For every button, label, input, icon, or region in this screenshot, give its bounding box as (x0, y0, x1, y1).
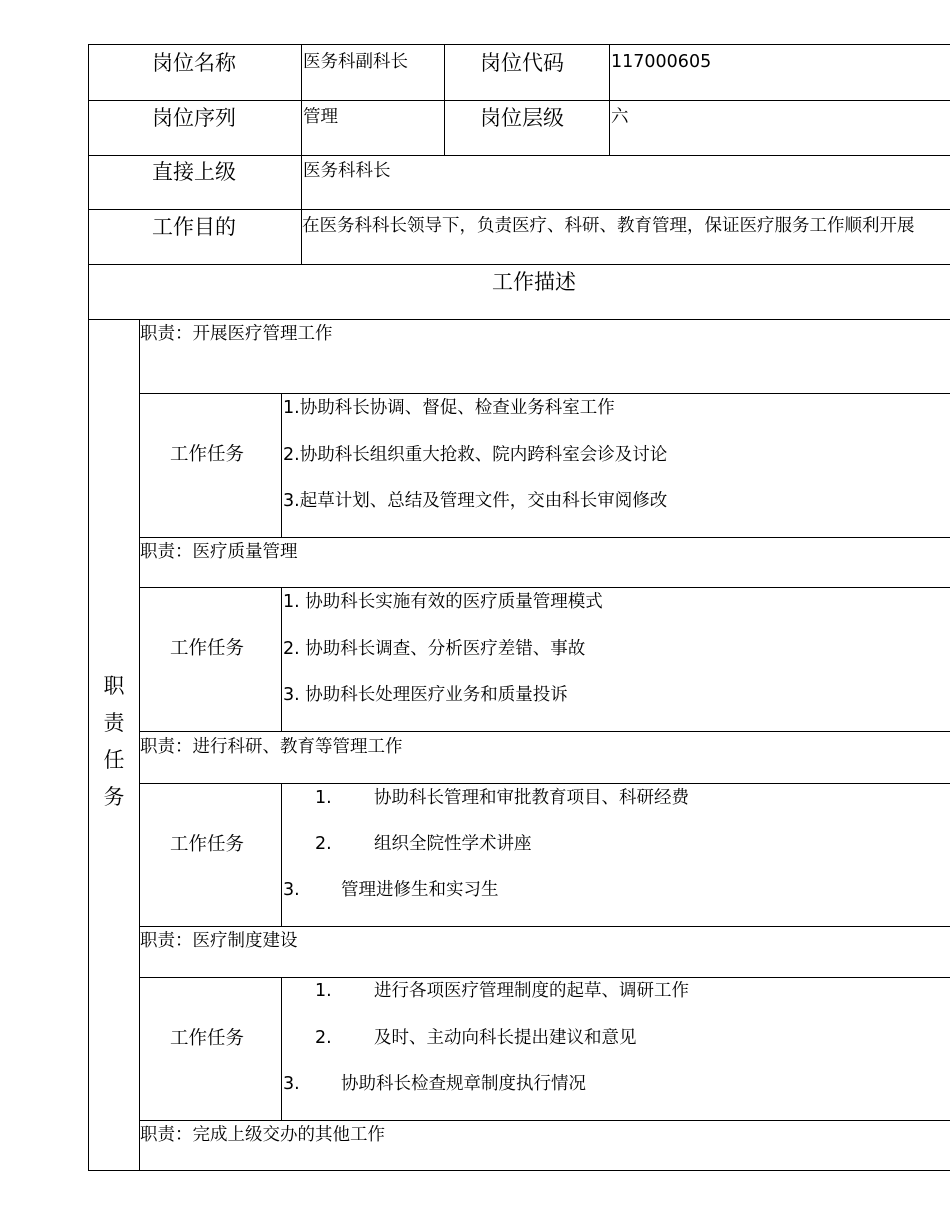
task-item: 及时、主动向科长提出建议和意见 (374, 1028, 637, 1048)
table-rule (139, 537, 950, 538)
position-level-value: 六 (611, 107, 629, 127)
supervisor-label: 直接上级 (152, 160, 236, 184)
task-item: 3.起草计划、总结及管理文件，交由科长审阅修改 (283, 491, 668, 511)
task-number: 1. (315, 981, 332, 1001)
table-rule (281, 587, 282, 732)
duties-label-char: 责 (103, 711, 125, 735)
position-series-value: 管理 (303, 107, 338, 127)
description-title: 工作描述 (492, 270, 576, 294)
table-rule (88, 209, 950, 210)
table-rule (444, 44, 445, 156)
duty-title: 职责：医疗制度建设 (140, 931, 298, 951)
purpose-value: 在医务科科长领导下，负责医疗、科研、教育管理，保证医疗服务工作顺利开展 (302, 216, 915, 236)
table-rule (139, 731, 950, 732)
table-rule (88, 100, 950, 101)
table-rule (88, 1170, 950, 1171)
task-item: 1. 协助科长实施有效的医疗质量管理模式 (283, 592, 603, 612)
task-label: 工作任务 (170, 1028, 245, 1049)
position-level-label: 岗位层级 (480, 106, 564, 130)
task-item: 组织全院性学术讲座 (374, 834, 532, 854)
table-rule (139, 926, 950, 927)
table-rule (88, 155, 950, 156)
table-rule (88, 319, 950, 320)
task-number: 3. (283, 1074, 300, 1094)
duty-title: 职责：医疗质量管理 (140, 542, 298, 562)
position-name-label: 岗位名称 (152, 51, 236, 75)
table-rule (139, 977, 950, 978)
position-name-value: 医务科副科长 (303, 52, 408, 72)
task-number: 2. (315, 1028, 332, 1048)
task-item: 协助科长检查规章制度执行情况 (341, 1074, 586, 1094)
purpose-label: 工作目的 (152, 215, 236, 239)
duty-title: 职责：完成上级交办的其他工作 (140, 1125, 385, 1145)
table-rule (139, 587, 950, 588)
supervisor-value: 医务科科长 (303, 161, 391, 181)
task-item: 3. 协助科长处理医疗业务和质量投诉 (283, 685, 568, 705)
task-item: 2. 协助科长调查、分析医疗差错、事故 (283, 639, 586, 659)
duties-label-char: 任 (103, 748, 125, 772)
task-number: 2. (315, 834, 332, 854)
duty-title: 职责：开展医疗管理工作 (140, 324, 333, 344)
table-rule (281, 393, 282, 538)
duties-label-char: 务 (103, 785, 125, 809)
task-label: 工作任务 (170, 444, 245, 465)
table-rule (139, 393, 950, 394)
duties-label-char: 职 (103, 674, 125, 698)
task-number: 3. (283, 880, 300, 900)
position-code-value: 117000605 (611, 52, 712, 72)
task-label: 工作任务 (170, 638, 245, 659)
position-code-label: 岗位代码 (480, 51, 564, 75)
table-rule (281, 783, 282, 927)
task-label: 工作任务 (170, 834, 245, 855)
duties-vertical-label (96, 668, 132, 816)
table-rule (88, 44, 89, 1171)
position-series-label: 岗位序列 (152, 106, 236, 130)
task-item: 2.协助科长组织重大抢救、院内跨科室会诊及讨论 (283, 445, 668, 465)
task-item: 1.协助科长协调、督促、检查业务科室工作 (283, 398, 615, 418)
task-number: 1. (315, 788, 332, 808)
table-rule (139, 1120, 950, 1121)
table-rule (139, 783, 950, 784)
task-item: 管理进修生和实习生 (341, 880, 499, 900)
task-item: 进行各项医疗管理制度的起草、调研工作 (374, 981, 689, 1001)
task-item: 协助科长管理和审批教育项目、科研经费 (374, 788, 689, 808)
table-rule (281, 977, 282, 1121)
table-rule (88, 264, 950, 265)
duty-title: 职责：进行科研、教育等管理工作 (140, 737, 403, 757)
table-rule (88, 44, 950, 45)
table-rule (609, 44, 610, 156)
